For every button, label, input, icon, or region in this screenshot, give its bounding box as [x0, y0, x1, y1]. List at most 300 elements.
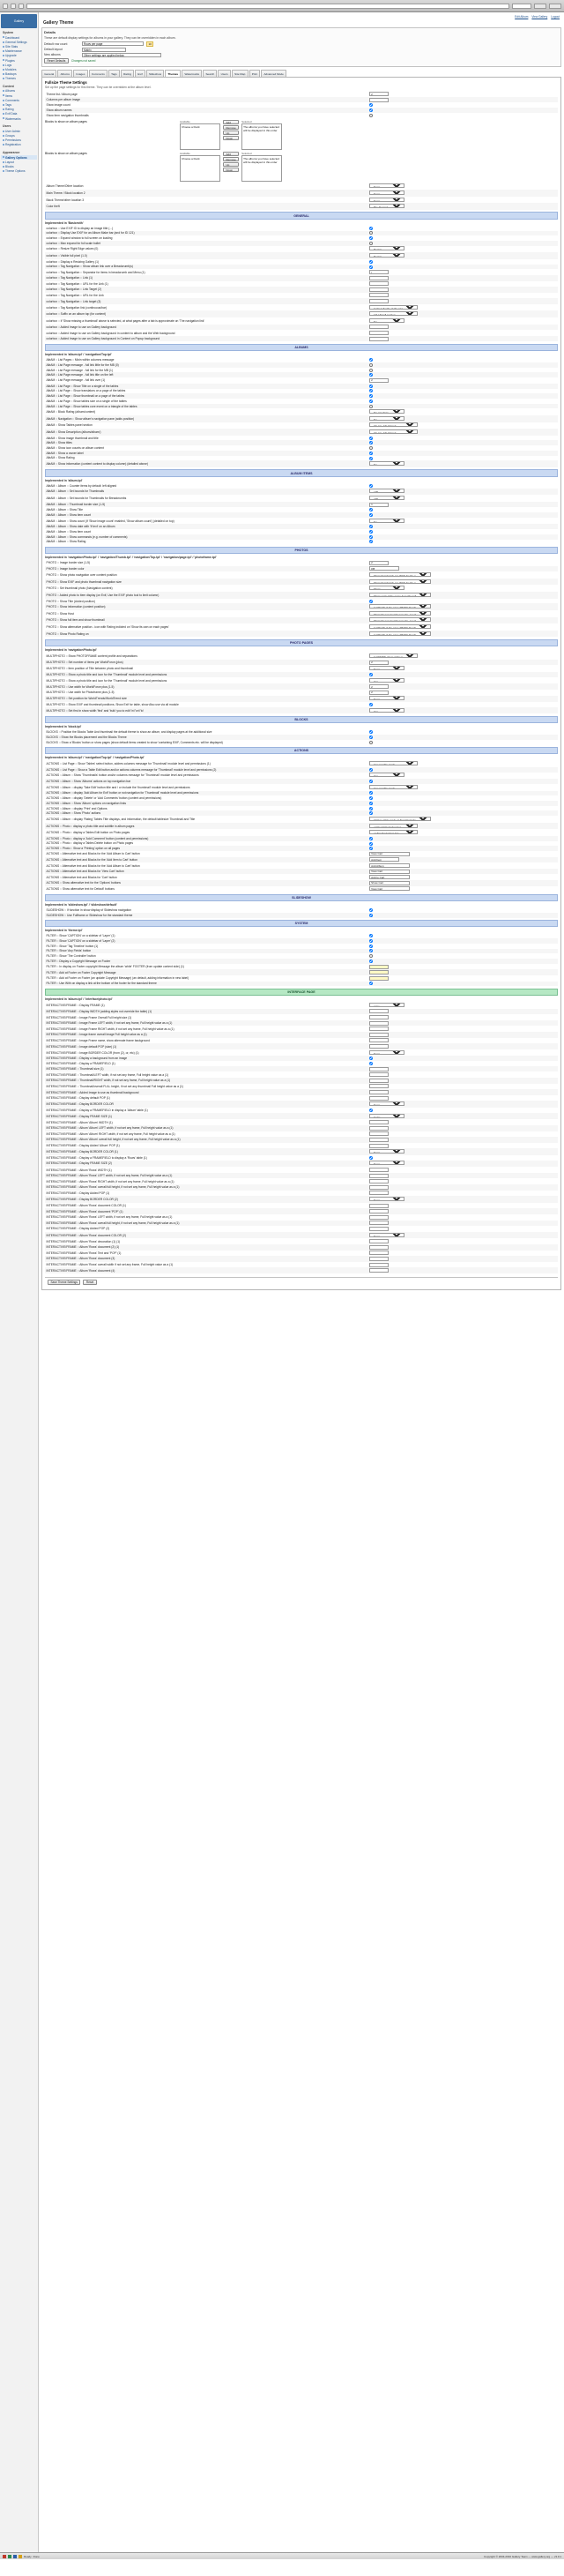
setting-checkbox[interactable]	[369, 114, 373, 117]
setting-checkbox[interactable]	[369, 405, 373, 408]
setting-checkbox[interactable]	[369, 796, 373, 800]
setting-text-input[interactable]	[369, 1263, 389, 1267]
setting-checkbox[interactable]	[369, 369, 373, 372]
setting-select[interactable]	[369, 253, 404, 258]
setting-control[interactable]	[368, 1101, 558, 1108]
setting-select[interactable]	[369, 519, 404, 523]
block-down-button[interactable]: Down	[223, 136, 239, 140]
setting-control[interactable]	[368, 617, 558, 624]
sidebar-item-maintenance[interactable]: Maintenance	[1, 49, 37, 54]
setting-text-input[interactable]	[369, 970, 389, 974]
setting-text-input[interactable]	[369, 1257, 389, 1261]
setting-control[interactable]	[368, 1026, 558, 1032]
setting-select[interactable]	[369, 496, 404, 500]
setting-text-input[interactable]	[369, 1079, 389, 1083]
setting-control[interactable]	[368, 1191, 558, 1197]
setting-text-input[interactable]	[369, 561, 389, 565]
setting-control[interactable]	[368, 489, 558, 496]
setting-control[interactable]	[368, 1009, 558, 1015]
setting-control[interactable]	[368, 631, 558, 638]
setting-text-input[interactable]	[369, 1096, 389, 1101]
browser-menu-button[interactable]	[549, 4, 561, 9]
setting-text-input[interactable]	[369, 1027, 389, 1031]
sidebar-item-dashboard[interactable]: Dashboard	[1, 35, 37, 40]
setting-select[interactable]	[369, 246, 404, 250]
setting-control[interactable]	[368, 298, 558, 304]
setting-text-input[interactable]	[369, 1215, 389, 1220]
sidebar-item-theme-options[interactable]: Theme Options	[1, 169, 37, 174]
setting-text-input[interactable]	[369, 1174, 389, 1178]
setting-control[interactable]	[368, 1184, 558, 1191]
link-view-gallery[interactable]: View Gallery	[531, 15, 548, 19]
setting-control[interactable]	[368, 252, 558, 259]
setting-text-input[interactable]	[369, 1191, 389, 1195]
setting-control[interactable]	[368, 1226, 558, 1232]
setting-text-input[interactable]	[369, 325, 389, 329]
setting-text-input[interactable]	[369, 1126, 389, 1131]
tab-watermarks[interactable]: Watermarks	[182, 70, 202, 76]
setting-text-input[interactable]	[369, 337, 389, 341]
setting-checkbox[interactable]	[369, 1109, 373, 1112]
setting-text-input[interactable]	[369, 1015, 389, 1019]
new-albums-value[interactable]: Other settings are applied below	[82, 53, 161, 57]
setting-checkbox[interactable]	[369, 730, 373, 734]
setting-control[interactable]	[368, 816, 558, 823]
setting-control[interactable]	[368, 460, 558, 467]
setting-text-input[interactable]	[369, 1209, 389, 1213]
setting-control[interactable]	[368, 773, 558, 780]
setting-text-input[interactable]	[369, 293, 389, 297]
block-remove-button[interactable]: Remove	[223, 157, 239, 161]
setting-select[interactable]	[369, 708, 404, 713]
setting-select[interactable]	[369, 830, 418, 834]
setting-checkbox[interactable]	[369, 802, 373, 805]
setting-control[interactable]	[368, 317, 558, 325]
setting-checkbox[interactable]	[369, 441, 373, 444]
setting-checkbox[interactable]	[369, 227, 373, 230]
setting-control[interactable]	[368, 760, 558, 767]
setting-text-input[interactable]	[369, 1138, 389, 1142]
setting-select[interactable]	[369, 318, 404, 323]
setting-control[interactable]	[368, 310, 558, 317]
setting-control[interactable]	[368, 1084, 558, 1090]
tab-albums[interactable]: Albums	[57, 70, 72, 76]
setting-select[interactable]	[369, 678, 404, 683]
setting-control[interactable]	[368, 623, 558, 631]
setting-checkbox[interactable]	[369, 265, 373, 269]
setting-control[interactable]	[368, 566, 558, 572]
setting-text-input[interactable]	[369, 1168, 389, 1172]
setting-control[interactable]	[368, 1173, 558, 1179]
setting-text-input[interactable]	[369, 270, 389, 274]
setting-control[interactable]	[368, 696, 558, 703]
setting-select[interactable]	[369, 305, 418, 310]
setting-checkbox[interactable]	[369, 513, 373, 517]
setting-control[interactable]	[368, 377, 558, 384]
setting-control[interactable]	[368, 1256, 558, 1262]
setting-checkbox[interactable]	[369, 673, 373, 676]
setting-checkbox[interactable]	[369, 914, 373, 917]
setting-text-input[interactable]	[369, 976, 389, 981]
setting-text-input[interactable]	[369, 1084, 389, 1088]
setting-checkbox[interactable]	[369, 600, 373, 603]
setting-control[interactable]	[368, 1267, 558, 1273]
setting-control[interactable]	[368, 1238, 558, 1244]
setting-checkbox[interactable]	[369, 525, 373, 528]
setting-text-input[interactable]	[369, 1204, 389, 1208]
setting-text-input[interactable]	[369, 1239, 389, 1243]
setting-control[interactable]	[368, 1148, 558, 1155]
setting-control[interactable]	[368, 113, 558, 118]
setting-control[interactable]	[368, 518, 558, 525]
setting-text-input[interactable]	[369, 331, 389, 335]
setting-control[interactable]	[368, 540, 558, 545]
setting-select[interactable]	[369, 183, 404, 188]
tab-themes[interactable]: Themes	[165, 70, 181, 76]
setting-control[interactable]	[368, 1125, 558, 1131]
sidebar-item-backups[interactable]: Backups	[1, 72, 37, 77]
setting-control[interactable]	[368, 969, 558, 975]
search-input[interactable]	[512, 4, 531, 9]
setting-select[interactable]	[369, 1050, 404, 1055]
tab-comments[interactable]: Comments	[89, 70, 108, 76]
setting-control[interactable]	[368, 862, 558, 869]
sidebar-item-tags[interactable]: Tags	[1, 102, 37, 107]
setting-select[interactable]	[369, 696, 404, 700]
setting-control[interactable]	[368, 1131, 558, 1138]
setting-control[interactable]	[368, 1095, 558, 1101]
setting-text-input[interactable]	[369, 1044, 389, 1049]
setting-checkbox[interactable]	[369, 231, 373, 235]
setting-select[interactable]	[369, 773, 404, 777]
sidebar-item-logs[interactable]: Logs	[1, 63, 37, 67]
setting-checkbox[interactable]	[369, 908, 373, 912]
available-blocks-list[interactable]: Choose a block	[180, 155, 220, 182]
setting-control[interactable]	[368, 203, 558, 210]
setting-select[interactable]	[369, 653, 418, 658]
setting-control[interactable]	[368, 1208, 558, 1214]
setting-control[interactable]	[368, 560, 558, 566]
setting-checkbox[interactable]	[369, 735, 373, 739]
setting-checkbox[interactable]	[369, 741, 373, 744]
setting-select[interactable]	[369, 604, 431, 609]
setting-control[interactable]	[368, 975, 558, 982]
setting-text-input[interactable]	[369, 1227, 389, 1231]
setting-checkbox[interactable]	[369, 385, 373, 388]
sidebar-item-modules[interactable]: Modules	[1, 67, 37, 71]
setting-text-input[interactable]	[369, 852, 410, 856]
setting-text-input[interactable]	[369, 661, 389, 665]
setting-control[interactable]	[368, 585, 558, 592]
setting-select[interactable]	[369, 1149, 404, 1154]
setting-checkbox[interactable]	[369, 540, 373, 543]
setting-select[interactable]	[369, 198, 404, 202]
setting-control[interactable]	[368, 683, 558, 690]
setting-control[interactable]	[368, 502, 558, 508]
tab-images[interactable]: Images	[73, 70, 88, 76]
setting-control[interactable]	[368, 823, 558, 830]
setting-checkbox[interactable]	[369, 242, 373, 245]
setting-select[interactable]	[369, 624, 431, 629]
setting-control[interactable]	[368, 857, 558, 863]
setting-text-input[interactable]	[369, 98, 389, 102]
setting-control[interactable]	[368, 964, 558, 970]
setting-control[interactable]	[368, 197, 558, 204]
setting-text-input[interactable]	[369, 1179, 389, 1183]
sidebar-item-upgrade[interactable]: Upgrade	[1, 54, 37, 58]
setting-text-input[interactable]	[369, 566, 399, 571]
setting-text-input[interactable]	[369, 1120, 389, 1124]
setting-select[interactable]	[369, 190, 404, 195]
setting-checkbox[interactable]	[369, 363, 373, 367]
back-arrow-icon[interactable]	[3, 4, 8, 9]
setting-checkbox[interactable]	[369, 1062, 373, 1065]
setting-text-input[interactable]	[369, 1021, 389, 1026]
setting-control[interactable]	[368, 886, 558, 892]
setting-control[interactable]	[368, 707, 558, 714]
setting-control[interactable]	[368, 869, 558, 875]
setting-select[interactable]	[369, 204, 404, 208]
block-down-button[interactable]: Down	[223, 168, 239, 172]
setting-text-input[interactable]	[369, 1144, 389, 1148]
tab-tags[interactable]: Tags	[108, 70, 120, 76]
setting-control[interactable]	[368, 1262, 558, 1268]
browser-toolbar-button[interactable]	[534, 4, 546, 9]
setting-checkbox[interactable]	[369, 837, 373, 840]
setting-text-input[interactable]	[369, 684, 389, 689]
setting-checkbox[interactable]	[369, 768, 373, 772]
setting-control[interactable]	[368, 1113, 558, 1120]
block-up-button[interactable]: Up	[223, 162, 239, 167]
sidebar-item-plugins[interactable]: Plugins	[1, 58, 37, 63]
setting-select[interactable]	[369, 761, 418, 765]
setting-checkbox[interactable]	[369, 791, 373, 795]
setting-checkbox[interactable]	[369, 934, 373, 937]
setting-control[interactable]	[368, 1167, 558, 1173]
setting-checkbox[interactable]	[369, 535, 373, 539]
setting-select[interactable]	[369, 593, 431, 597]
setting-text-input[interactable]	[369, 1131, 389, 1136]
setting-control[interactable]	[368, 913, 558, 918]
setting-checkbox[interactable]	[369, 508, 373, 511]
setting-checkbox[interactable]	[369, 452, 373, 455]
setting-checkbox[interactable]	[369, 389, 373, 392]
setting-control[interactable]	[368, 1020, 558, 1027]
setting-text-input[interactable]	[369, 378, 389, 383]
setting-checkbox[interactable]	[369, 236, 373, 240]
setting-text-input[interactable]	[369, 691, 389, 695]
setting-control[interactable]	[368, 571, 558, 579]
setting-select[interactable]	[369, 1197, 404, 1201]
setting-control[interactable]	[368, 660, 558, 666]
setting-select[interactable]	[369, 579, 431, 584]
setting-control[interactable]	[368, 408, 558, 415]
setting-control[interactable]	[368, 1196, 558, 1203]
setting-control[interactable]	[368, 287, 558, 293]
sidebar-item-general-settings[interactable]: General Settings	[1, 40, 37, 44]
setting-control[interactable]	[368, 880, 558, 886]
setting-control[interactable]	[368, 677, 558, 684]
setting-control[interactable]	[368, 1032, 558, 1038]
setting-text-input[interactable]	[369, 1038, 389, 1042]
setting-text-input[interactable]	[369, 1221, 389, 1225]
setting-text-input[interactable]	[369, 965, 389, 969]
setting-control[interactable]	[368, 281, 558, 287]
setting-select[interactable]	[369, 489, 404, 493]
setting-control[interactable]	[368, 784, 558, 791]
setting-select[interactable]	[369, 611, 431, 616]
setting-text-input[interactable]	[369, 870, 410, 874]
setting-checkbox[interactable]	[369, 399, 373, 403]
setting-select[interactable]	[369, 311, 418, 316]
sidebar-item-user-admin[interactable]: User Admin	[1, 129, 37, 133]
default-row-count-option[interactable]: 10	[146, 41, 153, 47]
setting-control[interactable]	[368, 851, 558, 857]
setting-text-input[interactable]	[369, 299, 389, 303]
setting-control[interactable]	[368, 603, 558, 610]
setting-checkbox[interactable]	[369, 394, 373, 398]
default-row-count-value[interactable]: Rows per page	[82, 41, 144, 46]
setting-select[interactable]	[369, 1003, 404, 1007]
setting-control[interactable]	[368, 183, 558, 190]
sidebar-item-site-stats[interactable]: Site Stats	[1, 44, 37, 49]
setting-select[interactable]	[369, 824, 418, 828]
setting-select[interactable]	[369, 416, 404, 421]
setting-text-input[interactable]	[369, 1033, 389, 1037]
setting-control[interactable]	[368, 1014, 558, 1020]
setting-text-input[interactable]	[369, 1072, 389, 1077]
link-logout[interactable]: Logout	[551, 15, 560, 19]
forward-arrow-icon[interactable]	[11, 4, 16, 9]
sidebar-item-albums[interactable]: Albums	[1, 89, 37, 93]
setting-control[interactable]	[368, 690, 558, 696]
sidebar-item-layout[interactable]: Layout	[1, 160, 37, 164]
block-up-button[interactable]: Up	[223, 131, 239, 135]
tab-search[interactable]: Search	[203, 70, 217, 76]
setting-select[interactable]	[369, 1233, 404, 1237]
sidebar-item-themes[interactable]: Themes	[1, 77, 37, 81]
setting-checkbox[interactable]	[369, 780, 373, 783]
sidebar-item-exif-data[interactable]: Exif Data	[1, 112, 37, 116]
setting-control[interactable]	[368, 982, 558, 987]
reset-button[interactable]: Reset	[83, 1280, 96, 1285]
setting-control[interactable]	[368, 653, 558, 660]
save-theme-settings-button[interactable]: Save Theme Settings	[48, 1280, 80, 1285]
setting-control[interactable]	[368, 874, 558, 880]
setting-control[interactable]	[368, 1214, 558, 1221]
setting-select[interactable]	[369, 409, 404, 414]
setting-checkbox[interactable]	[369, 703, 373, 706]
setting-select[interactable]	[369, 817, 431, 821]
setting-control[interactable]	[368, 97, 558, 103]
setting-select[interactable]	[369, 461, 404, 466]
setting-select[interactable]	[369, 666, 404, 670]
setting-control[interactable]	[368, 246, 558, 253]
setting-control[interactable]	[368, 1137, 558, 1143]
setting-select[interactable]	[369, 785, 418, 789]
available-blocks-list[interactable]: Choose a block	[180, 123, 220, 150]
setting-text-input[interactable]	[369, 281, 389, 286]
setting-control[interactable]	[368, 740, 558, 745]
sidebar-item-comments[interactable]: Comments	[1, 98, 37, 102]
setting-control[interactable]	[368, 1221, 558, 1227]
setting-checkbox[interactable]	[369, 484, 373, 488]
setting-control[interactable]	[368, 1143, 558, 1149]
setting-control[interactable]	[368, 429, 558, 436]
setting-control[interactable]	[368, 336, 558, 342]
setting-text-input[interactable]	[369, 857, 399, 862]
link-edit-album[interactable]: Edit Album	[515, 15, 529, 19]
setting-checkbox[interactable]	[369, 437, 373, 440]
setting-checkbox[interactable]	[369, 1057, 373, 1060]
sidebar-item-items[interactable]: Items	[1, 93, 37, 98]
setting-checkbox[interactable]	[369, 842, 373, 846]
setting-select[interactable]	[369, 1101, 404, 1106]
setting-text-input[interactable]	[369, 503, 389, 507]
setting-control[interactable]	[368, 330, 558, 336]
setting-checkbox[interactable]	[369, 108, 373, 112]
setting-text-input[interactable]	[369, 1268, 389, 1273]
setting-control[interactable]	[368, 1078, 558, 1084]
setting-control[interactable]	[368, 1038, 558, 1044]
reset-defaults-button[interactable]: Reset Defaults	[44, 58, 69, 63]
setting-control[interactable]	[368, 190, 558, 197]
setting-select[interactable]	[369, 1161, 404, 1165]
setting-control[interactable]	[368, 1071, 558, 1078]
setting-text-input[interactable]	[369, 92, 389, 96]
setting-control[interactable]	[368, 665, 558, 672]
setting-checkbox[interactable]	[369, 358, 373, 362]
sidebar-item-watermarks[interactable]: Watermarks	[1, 116, 37, 121]
setting-checkbox[interactable]	[369, 939, 373, 943]
setting-checkbox[interactable]	[369, 530, 373, 534]
setting-text-input[interactable]	[369, 1245, 389, 1250]
tab-print[interactable]: Print	[249, 70, 261, 76]
setting-control[interactable]	[368, 1119, 558, 1125]
setting-checkbox[interactable]	[369, 446, 373, 450]
setting-control[interactable]	[368, 579, 558, 586]
setting-control[interactable]	[368, 1232, 558, 1239]
setting-control[interactable]	[368, 304, 558, 311]
tab-advanced-mode[interactable]: Advanced Mode	[261, 70, 286, 76]
setting-text-input[interactable]	[369, 1185, 389, 1190]
setting-control[interactable]	[368, 1251, 558, 1257]
block-add-button[interactable]: Add	[223, 120, 239, 124]
selected-blocks-list[interactable]: The albums you have selected will be displayed in this order	[241, 155, 282, 182]
setting-text-input[interactable]	[369, 875, 410, 879]
tab-rating[interactable]: Rating	[121, 70, 134, 76]
setting-control[interactable]	[368, 1002, 558, 1009]
setting-control[interactable]	[368, 1244, 558, 1251]
block-remove-button[interactable]: Remove	[223, 125, 239, 130]
setting-checkbox[interactable]	[369, 959, 373, 963]
setting-checkbox[interactable]	[369, 103, 373, 107]
reload-icon[interactable]	[19, 4, 24, 9]
setting-select[interactable]	[369, 631, 431, 636]
sidebar-item-blocks[interactable]: Blocks	[1, 164, 37, 168]
setting-checkbox[interactable]	[369, 260, 373, 264]
setting-select[interactable]	[369, 617, 431, 622]
setting-control[interactable]	[368, 91, 558, 97]
setting-control[interactable]	[368, 829, 558, 836]
setting-control[interactable]	[368, 1089, 558, 1095]
setting-select[interactable]	[369, 586, 404, 590]
setting-control[interactable]	[368, 1043, 558, 1049]
setting-checkbox[interactable]	[369, 945, 373, 948]
sidebar-item-registration[interactable]: Registration	[1, 143, 37, 147]
setting-checkbox[interactable]	[369, 457, 373, 460]
setting-checkbox[interactable]	[369, 807, 373, 810]
